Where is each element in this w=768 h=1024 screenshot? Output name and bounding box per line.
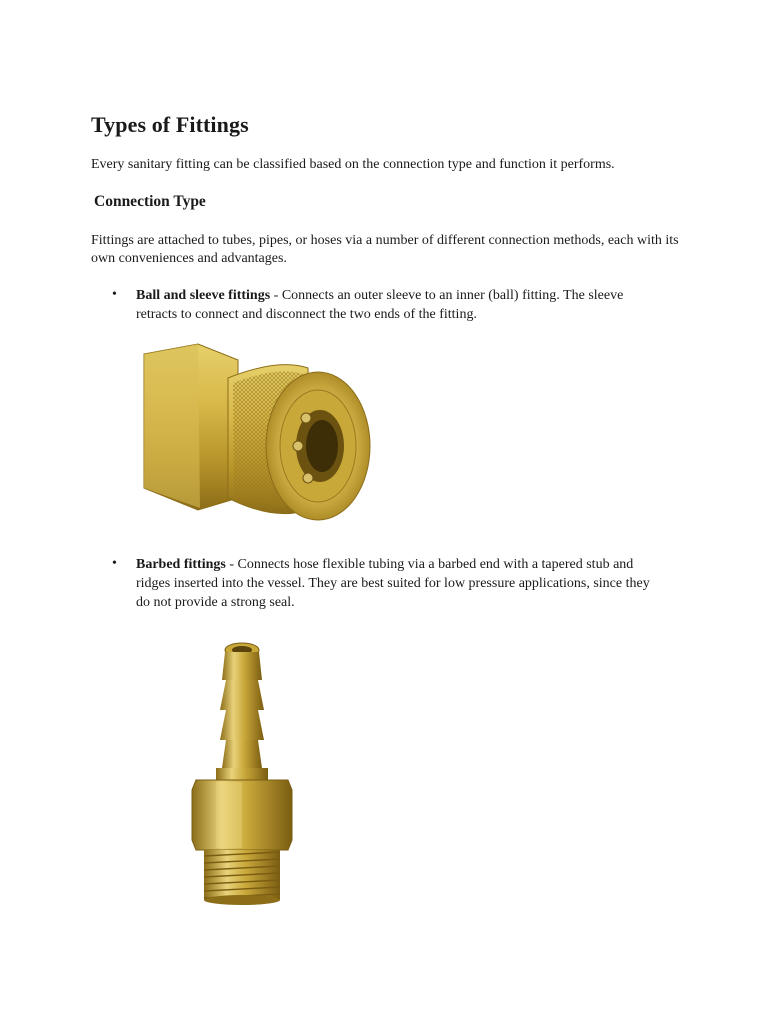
section-heading: Connection Type (94, 193, 206, 210)
list-item-text (136, 286, 666, 324)
bullet-icon: • (112, 287, 117, 302)
list-item-term: Ball and sleeve fittings (136, 288, 271, 303)
ball-and-sleeve-fitting-photo (138, 338, 374, 534)
intro-paragraph: Every sanitary fitting can be classified based on the connection type and function it performs. (91, 157, 615, 172)
list-item-term: Barbed fittings (136, 557, 226, 572)
list-item-description: - Connects an outer sleeve to an inner (ball) fitting. The sleeve retracts to connect and disconnect the two ends of the fitting. (136, 288, 624, 322)
bullet-icon: • (112, 556, 117, 571)
list-item-description: - Connects hose flexible tubing via a barbed end with a tapered stub and ridges inserted into the vessel. They are best suited for low pressure applications, since they do not provide a strong seal. (136, 557, 650, 610)
page-title: Types of Fittings (91, 112, 249, 137)
section-paragraph: Fittings are attached to tubes, pipes, or hoses via a number of different connection methods, each with its own conveniences and advantages. (91, 233, 679, 266)
barbed-fitting-photo (186, 640, 298, 906)
list-item-text (136, 555, 666, 612)
